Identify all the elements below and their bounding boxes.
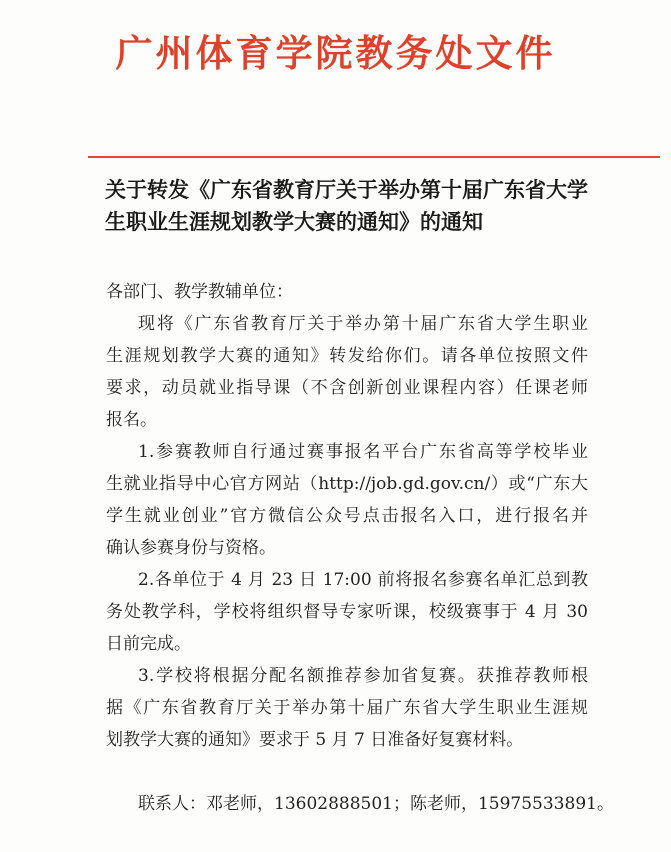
item3-line-1: 3.学校将根据分配名额推荐参加省复赛。获推荐教师根 xyxy=(138,666,588,686)
contact-line: 联系人：邓老师，13602888501；陈老师，15975533891。 xyxy=(138,794,614,814)
item2-line-3: 日前完成。 xyxy=(106,634,191,654)
item1-line-3: 学生就业创业”官方微信公众号点击报名入口，进行报名并 xyxy=(106,506,588,526)
item2-line-1: 2.各单位于 4 月 23 日 17:00 前将报名参赛名单汇总到教 xyxy=(138,570,588,590)
header-red-rule xyxy=(88,156,660,158)
document-title-line-2: 生职业生涯规划教学大赛的通知》的通知 xyxy=(105,210,483,234)
header-org-title: 广州体育学院教务处文件 xyxy=(115,31,556,75)
item3-line-2: 据《广东省教育厅关于举办第十届广东省大学生职业生涯规 xyxy=(106,698,588,718)
intro-line-1: 现将《广东省教育厅关于举办第十届广东省大学生职业 xyxy=(138,314,588,334)
intro-line-3: 要求，动员就业指导课（不含创新创业课程内容）任课老师 xyxy=(106,378,588,398)
item1-line-2: 生就业指导中心官方网站（http://job.gd.gov.cn/）或“广东大 xyxy=(106,474,588,494)
item1-line-4: 确认参赛身份与资格。 xyxy=(106,538,276,558)
salutation: 各部门、教学教辅单位： xyxy=(106,282,293,302)
document-title-line-1: 关于转发《广东省教育厅关于举办第十届广东省大学 xyxy=(105,178,588,202)
intro-line-4: 报名。 xyxy=(106,410,157,430)
item2-line-2: 务处教学科，学校将组织督导专家听课，校级赛事于 4 月 30 xyxy=(106,602,588,622)
item1-line-1: 1.参赛教师自行通过赛事报名平台广东省高等学校毕业 xyxy=(138,442,588,462)
intro-line-2: 生涯规划教学大赛的通知》转发给你们。请各单位按照文件 xyxy=(106,346,588,366)
item3-line-3: 划教学大赛的通知》要求于 5 月 7 日准备好复赛材料。 xyxy=(106,730,524,750)
